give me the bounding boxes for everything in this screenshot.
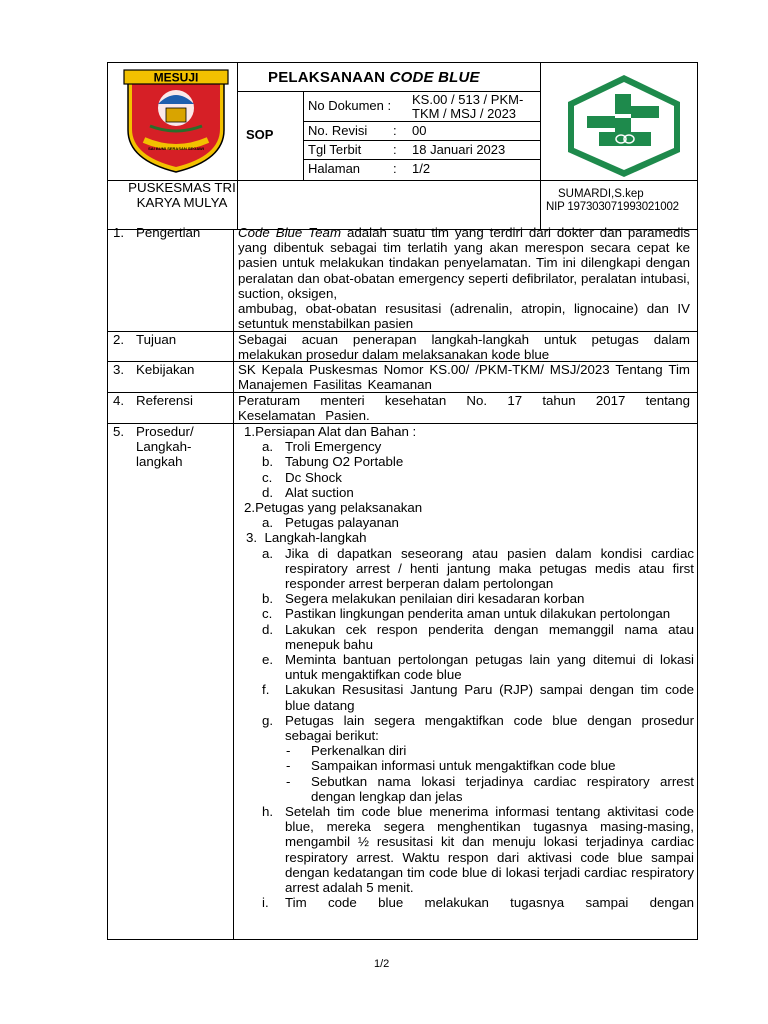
list-item: i. Tim code blue melakukan tugasnya sampai dengan [262,895,694,911]
doc-number-label: No Dokumen : [308,98,392,113]
doc-number-value: KS.00 / 513 / PKM-TKM / MSJ / 2023 [412,92,524,121]
list-item: d. Alat suction [262,484,354,500]
sop-title [268,69,480,86]
signer-nip: NIP 197303071993021002 [546,201,679,213]
section-no-5: 5. [113,424,125,439]
sop-label: SOP [246,127,274,142]
section-label-kebijakan: Kebijakan [136,362,195,377]
section-label-pengertian: Pengertian [136,225,201,240]
section-label-tujuan: Tujuan [136,332,177,347]
step2-title: 2.Petugas yang pelaksanakan [244,500,423,516]
issued-label: Tgl Terbit [308,142,362,157]
sub-list-item: - Perkenalkan diri [286,743,407,759]
step1-items [238,439,694,500]
issued-value: 18 Januari 2023 [412,142,506,157]
list-item: a. Petugas palayanan [262,515,399,531]
tujuan-text: Sebagai acuan penerapan langkah-langkah untuk petugas dalam melakukan prosedur dalam melaksanakan kode blue [238,332,690,363]
list-item: b. Tabung O2 Portable [262,454,404,470]
sop-title-plain: PELAKSANAAN [268,69,390,86]
page-sep: : [393,161,397,176]
puskesmas-logo [563,72,685,180]
page-value: 1/2 [412,161,431,176]
logo-left-text: MESUJI [153,70,199,85]
pengertian-body: adalah suatu tim yang terdiri dari dokter dan paramedis yang dibentuk sebagai tim terlatih yang akan merespon secara cepat ke pasien untuk melakukan tindakan penyelamatan. Tim ini dilengkapi dengan peralatan dan obat-obatan emergency seperti defibrilator, peralatan intubasi, suction, oksigen, [238,225,690,301]
sop-title-italic: CODE BLUE [389,69,480,86]
list-item: d. Lakukan cek respon penderita dengan memanggil nama atau menepuk bahu [262,621,694,652]
section-no-2: 2. [113,332,125,347]
list-item: b. Segera melakukan penilaian diri kesadaran korban [262,591,585,607]
page-label: Halaman [308,161,361,176]
page-number: 1/2 [374,958,390,970]
section-no-3: 3. [113,362,125,377]
step1-title: 1.Persiapan Alat dan Bahan : [244,424,417,439]
section-label-referensi: Referensi [136,393,193,408]
list-item: g. Petugas lain segera mengaktifkan code blue dengan prosedur sebagai berikut: [262,712,694,744]
revision-label: No. Revisi [308,123,368,138]
pengertian-body-2: ambubag, obat-obatan resusitasi (adrenalin, atropin, lignocaine) dan IV setuntuk menstabilkan pasien [238,301,690,332]
sub-list-item: - Sampaikan informasi untuk mengaktifkan code blue [286,758,616,774]
sub-list-item: - Sebutkan nama lokasi terjadinya cardiac respiratory arrest dengan lengkap dan jelas [286,773,694,804]
list-item: e. Meminta bantuan pertolongan petugas lain yang ditemui di lokasi untuk mengaktifkan code blue [262,652,694,683]
list-item: h. Setelah tim code blue menerima informasi tentang aktivitasi code blue, mereka segera menghentikan tugasnya masing-masing, mengambil ½ resusitasi kit dan menuju lokasi terjadinya cardiac respiratory arrest. Waktu respon dari aktivasi code blue sampai dengan kedatangan tim code blue di lokasi terjadi cardiac respiratory arrest adalah 5 menit. [262,804,694,896]
section-no-4: 4. [113,393,125,408]
list-item: c. Dc Shock [262,469,342,485]
issued-sep: : [393,142,397,157]
referensi-text: Peraturam menteri kesehatan No. 17 tahun 2017 tentang Keselamatan Pasien. [238,393,690,424]
pengertian-text [238,225,690,331]
list-item: c. Pastikan lingkungan penderita aman untuk dilakukan pertolongan [262,606,671,622]
section-no-1: 1. [113,225,125,240]
revision-value: 00 [412,123,427,138]
kebijakan-text: SK Kepala Puskesmas Nomor KS.00/ /PKM-TKM/ MSJ/2023 Tentang Tim Manajemen Fasilitas Keamanan [238,362,690,393]
list-item: a. Troli Emergency [262,439,382,455]
signer-name: SUMARDI,S.kep [558,188,644,200]
list-item: a. Jika di dapatkan seseorang atau pasien dalam kondisi cardiac respiratory arrest / henti jantung maka petugas medis atau first responder arrest berperan dalam pertolongan [262,545,694,592]
logo-left-banner: SAI BUMI SERASAN SEGAWI [148,146,204,151]
section-label-prosedur: Prosedur/ Langkah-langkah [136,424,194,469]
org-name: PUSKESMAS TRI KARYA MULYA [128,180,236,210]
revision-sep: : [393,123,397,138]
pengertian-italic-lead: Code Blue Team [238,225,342,240]
procedure-list [238,424,694,911]
mesuji-logo [122,68,230,174]
step3-title: 3. Langkah-langkah [246,530,367,546]
list-item: f. Lakukan Resusitasi Jantung Paru (RJP) sampai dengan tim code blue datang [262,682,694,713]
